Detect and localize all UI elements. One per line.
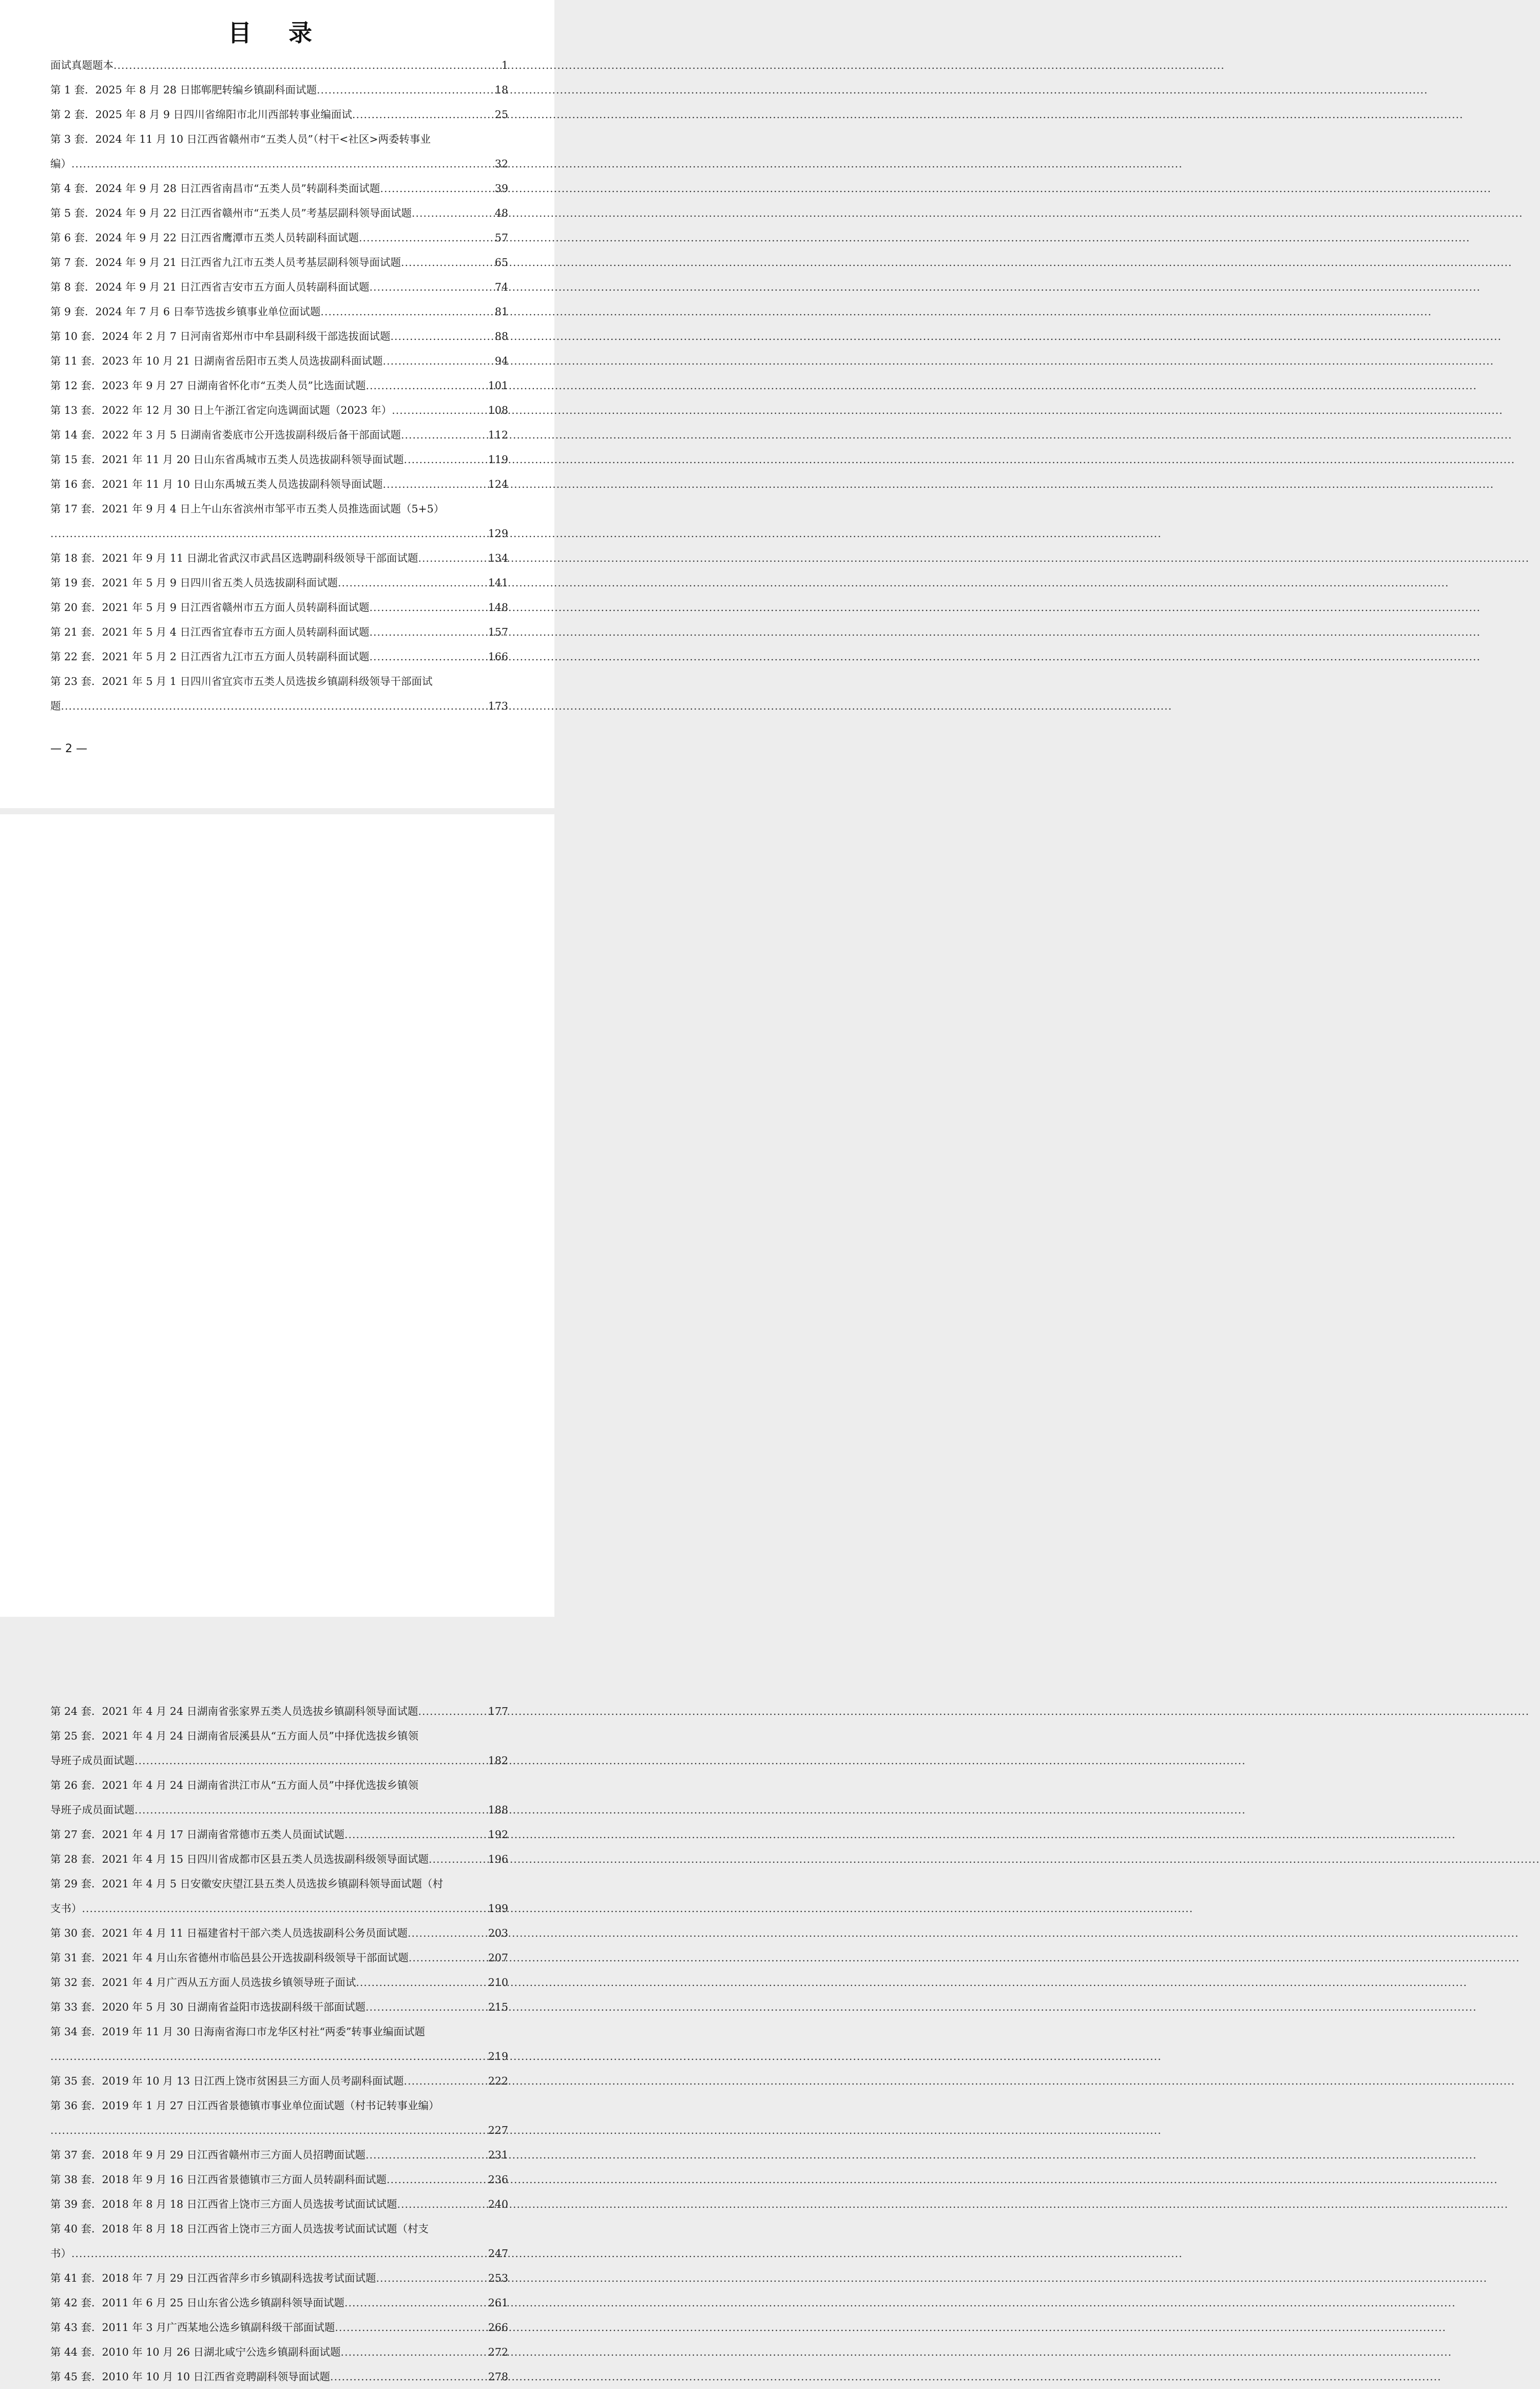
toc-entry-title: 第 27 套．2021 年 4 月 17 日湖南省常德市五类人员面试试题 [50,1828,344,1841]
toc-entry-title: 第 19 套．2021 年 5 月 9 日四川省五类人员选拔副科面试题 [50,577,338,589]
toc-page-number: 18 [494,84,508,96]
toc-entry-title: 第 8 套．2024 年 9 月 21 日江西省吉安市五方面人员转副科面试题 [50,281,370,293]
toc-page-number: 253 [488,2272,508,2284]
toc-leader-dots [387,2167,487,2192]
toc-entry-line [50,201,508,225]
toc-leader-dots [369,644,487,669]
toc-entry[interactable] [50,546,508,570]
toc-entry-line [50,151,508,176]
toc-leader-dots [134,1748,487,1773]
toc-entry[interactable] [50,1871,508,1921]
toc-leader-dots [404,447,487,472]
toc-entry-title: 第 11 套．2023 年 10 月 21 日湖南省岳阳市五类人员选拔副科面试题 [50,355,383,367]
toc-entry[interactable] [50,299,508,324]
toc-page-number: 157 [488,626,508,638]
toc-entry[interactable] [50,1699,508,1724]
toc-entry[interactable] [50,201,508,225]
toc-leader-dots [418,546,487,570]
toc-leader-dots [50,521,487,546]
toc-entry[interactable] [50,1847,508,1871]
toc-leader-dots [383,349,494,373]
toc-entry[interactable] [50,2093,508,2143]
toc-entry-line [50,78,508,102]
toc-entry-title: 第 33 套．2020 年 5 月 30 日湖南省益阳市选拔副科级干部面试题 [50,2001,365,2013]
toc-leader-dots [380,176,493,201]
toc-page-number: 215 [488,2001,508,2013]
toc-entry[interactable] [50,1945,508,1970]
toc-entry-title: 第 37 套．2018 年 9 月 29 日江西省赣州市三方面人员招聘面试题 [50,2149,365,2161]
toc-entry[interactable] [50,472,508,496]
toc-entry-line [50,398,508,423]
toc-page-number: 94 [494,355,508,367]
toc-leader-dots [71,2241,487,2266]
toc-entry-line [50,1921,508,1945]
toc-entry[interactable] [50,669,508,718]
toc-entry[interactable] [50,225,508,250]
toc-leader-dots [341,2340,487,2364]
toc-entry-title: 第 1 套．2025 年 8 月 28 日邯郸肥转编乡镇副科面试题 [50,84,317,96]
toc-entry-line [50,2340,508,2364]
toc-entry[interactable] [50,2290,508,2315]
toc-page-number: 32 [494,158,508,170]
toc-leader-dots [320,299,493,324]
toc-leader-dots [71,151,494,176]
toc-entry-title: 第 31 套．2021 年 4 月山东省德州市临邑县公开选拔副科级领导干部面试题 [50,1952,409,1964]
toc-entry[interactable] [50,78,508,102]
toc-leader-dots [50,2044,487,2069]
toc-entry-line [50,2143,508,2167]
toc-entry-line [50,225,508,250]
toc-entry-title: 第 28 套．2021 年 4 月 15 日四川省成都市区县五类人员选拔副科级领导面试题 [50,1853,429,1865]
toc-leader-dots [429,1847,487,1871]
toc-page-number: 48 [494,207,508,219]
toc-entry[interactable] [50,349,508,373]
toc-entry-title: 第 30 套．2021 年 4 月 11 日福建省村干部六类人员选拔副科公务员面试题 [50,1927,408,1939]
toc-page-number: 25 [494,108,508,121]
toc-page-number: 203 [488,1927,508,1939]
toc-entry[interactable] [50,2192,508,2216]
toc-leader-dots [317,78,494,102]
toc-entry-title: 第 22 套．2021 年 5 月 2 日江西省九江市五方面人员转副科面试题 [50,651,370,663]
toc-entry-title: 第 23 套．2021 年 5 月 1 日四川省宜宾市五类人员选拔乡镇副科级领导干部面试 [50,675,433,687]
toc-page-number: 141 [488,577,508,589]
toc-entry[interactable] [50,2069,508,2093]
toc-page-number: 222 [488,2075,508,2087]
toc-entry[interactable] [50,398,508,423]
toc-entry[interactable] [50,250,508,275]
toc-leader-dots [359,225,494,250]
toc-entry-line [50,2364,508,2389]
toc-entry[interactable] [50,2364,508,2389]
toc-page-number: 207 [488,1952,508,1964]
toc-entry-line [50,349,508,373]
toc-page-number: 278 [488,2371,508,2383]
toc-entry-line [50,176,508,201]
toc-entry[interactable] [50,324,508,349]
toc-entry[interactable] [50,2019,508,2069]
toc-leader-dots [50,2118,487,2143]
toc-page-number: 148 [488,601,508,614]
toc-entry-title-continuation: 书） [50,2247,71,2260]
toc-entry-title: 第 16 套．2021 年 11 月 10 日山东禹城五类人员选拔副科领导面试题 [50,478,383,490]
toc-entry-line [50,1748,508,1773]
toc-entry-line [50,2241,508,2266]
toc-page-number: 188 [488,1804,508,1816]
toc-page-number: 65 [494,256,508,269]
toc-entry-title: 第 25 套．2021 年 4 月 24 日湖南省辰溪县从“五方面人员”中择优选拔乡镇领 [50,1730,418,1742]
toc-leader-dots [418,1699,487,1724]
toc-entry[interactable] [50,176,508,201]
toc-entry-title: 第 9 套．2024 年 7 月 6 日奉节选拔乡镇事业单位面试题 [50,305,321,318]
toc-entry-line [50,2192,508,2216]
table-of-contents-part-1 [50,53,508,718]
toc-entry-line [50,2290,508,2315]
toc-entry-line [50,53,508,78]
toc-entry-title: 第 45 套．2010 年 10 月 10 日江西省竞聘副科领导面试题 [50,2371,331,2383]
toc-entry-line [50,644,508,669]
toc-entry[interactable] [50,2143,508,2167]
toc-entry-line [50,546,508,570]
toc-entry-line [50,2266,508,2290]
toc-page-number: 173 [488,700,508,712]
toc-entry-title: 第 20 套．2021 年 5 月 9 日江西省赣州市五方面人员转副科面试题 [50,601,370,614]
page-number-footer: — 2 — [50,742,87,755]
toc-leader-dots [134,1798,487,1822]
toc-leader-dots [61,694,487,718]
toc-page-number: 196 [488,1853,508,1865]
toc-entry-line [50,1699,508,1724]
toc-leader-dots [369,595,487,620]
toc-leader-dots [365,1995,487,2019]
toc-entry-title-continuation: 题 [50,700,61,712]
toc-leader-dots [401,423,487,447]
toc-leader-dots [376,2266,487,2290]
toc-page-number: 261 [488,2297,508,2309]
toc-entry-title: 第 14 套．2022 年 3 月 5 日湖南省娄底市公开选拔副科级后备干部面试题 [50,429,401,441]
toc-entry-line [50,1995,508,2019]
toc-page-number: 247 [488,2247,508,2260]
toc-leader-dots [365,373,487,398]
toc-entry-title: 第 35 套．2019 年 10 月 13 日江西上饶市贫困县三方面人员考副科面试题 [50,2075,404,2087]
toc-leader-dots [397,2192,487,2216]
toc-page-number: 108 [488,404,508,416]
toc-page-number: 182 [488,1754,508,1767]
toc-page-number: 272 [488,2346,508,2358]
toc-entry-line [50,373,508,398]
toc-entry-line [50,620,508,644]
toc-entry[interactable] [50,53,508,78]
toc-entry-title: 第 21 套．2021 年 5 月 4 日江西省宜春市五方面人员转副科面试题 [50,626,370,638]
toc-page-number: 192 [488,1828,508,1841]
toc-entry-line [50,694,508,718]
toc-entry-line [50,1847,508,1871]
toc-leader-dots [344,1822,487,1847]
toc-leader-dots [335,2315,487,2340]
toc-entry-title: 第 26 套．2021 年 4 月 24 日湖南省洪江市从“五方面人员”中择优选拔乡镇领 [50,1779,418,1791]
toc-leader-dots [369,275,493,299]
toc-entry-title: 第 4 套．2024 年 9 月 28 日江西省南昌市“五类人员”转副科类面试题 [50,182,380,195]
toc-entry[interactable] [50,595,508,620]
toc-entry-title: 第 40 套．2018 年 8 月 18 日江西省上饶市三方面人员选拔考试面试试题（村支 [50,2223,429,2235]
toc-entry-line [50,1970,508,1995]
toc-leader-dots [356,1970,487,1995]
toc-entry[interactable] [50,275,508,299]
document-page-1 [0,0,554,808]
toc-entry-line [50,299,508,324]
toc-page-number: 227 [488,2124,508,2136]
toc-leader-dots [412,201,494,225]
toc-entry-title: 第 38 套．2018 年 9 月 16 日江西省景德镇市三方面人员转副科面试题 [50,2173,387,2186]
toc-entry-line [50,2167,508,2192]
toc-entry-title: 第 2 套．2025 年 8 月 9 日四川省绵阳市北川西部转事业编面试 [50,108,352,121]
toc-entry-line [50,250,508,275]
toc-page-number: 101 [488,379,508,392]
toc-page-number: 129 [488,527,508,540]
toc-page-number: 240 [488,2198,508,2210]
toc-leader-dots [392,398,487,423]
toc-page-number: 134 [488,552,508,564]
toc-entry[interactable] [50,2167,508,2192]
toc-entry[interactable] [50,496,508,546]
toc-leader-dots [383,472,487,496]
toc-leader-dots [404,2069,487,2093]
toc-entry-line [50,2315,508,2340]
toc-entry-title-continuation: 导班子成员面试题 [50,1804,134,1816]
toc-leader-dots [408,1921,487,1945]
toc-entry[interactable] [50,2216,508,2266]
toc-page-number: 166 [488,651,508,663]
toc-leader-dots [369,620,487,644]
toc-page-number: 177 [488,1705,508,1717]
toc-page-number: 236 [488,2173,508,2186]
toc-entry-title: 第 18 套．2021 年 9 月 11 日湖北省武汉市武昌区选聘副科级领导干部面试题 [50,552,418,564]
toc-entry-line [50,2118,508,2143]
toc-entry-title: 第 13 套．2022 年 12 月 30 日上午浙江省定向选调面试题（2023 年） [50,404,392,416]
toc-page-number: 88 [494,330,508,342]
toc-entry-title: 第 12 套．2023 年 9 月 27 日湖南省怀化市“五类人员”比选面试题 [50,379,366,392]
toc-page-number: 81 [494,305,508,318]
toc-entry-title: 第 43 套．2011 年 3 月广西某地公选乡镇副科级干部面试题 [50,2321,335,2334]
toc-entry[interactable] [50,102,508,127]
toc-entry[interactable] [50,1724,508,1773]
toc-entry-line [50,521,508,546]
toc-entry-line [50,324,508,349]
toc-leader-dots [390,324,493,349]
toc-page-number: 231 [488,2149,508,2161]
toc-entry-line [50,595,508,620]
toc-entry-title: 第 34 套．2019 年 11 月 30 日海南省海口市龙华区村社“两委”转事业编面试题 [50,2025,426,2038]
toc-entry[interactable] [50,2315,508,2340]
toc-entry-line [50,570,508,595]
toc-page-number: 57 [494,232,508,244]
toc-page-number: 39 [494,182,508,195]
toc-entry-title: 第 41 套．2018 年 7 月 29 日江西省萍乡市乡镇副科选拔考试面试题 [50,2272,376,2284]
toc-entry-title: 面试真题题本 [50,59,113,71]
toc-page-number: 124 [488,478,508,490]
toc-entry-line [50,102,508,127]
toc-entry-title: 第 7 套．2024 年 9 月 21 日江西省九江市五类人员考基层副科领导面试题 [50,256,401,269]
toc-entry[interactable] [50,1970,508,1995]
toc-entry[interactable] [50,644,508,669]
toc-entry-title: 第 5 套．2024 年 9 月 22 日江西省赣州市“五类人员”考基层副科领导面试题 [50,207,412,219]
toc-entry-title-continuation: 导班子成员面试题 [50,1754,134,1767]
toc-entry-title: 第 44 套．2010 年 10 月 26 日湖北咸宁公选乡镇副科面试题 [50,2346,341,2358]
toc-leader-dots [338,570,487,595]
toc-entry-title: 第 32 套．2021 年 4 月广西从五方面人员选拔乡镇领导班子面试 [50,1976,356,1989]
toc-entry[interactable] [50,620,508,644]
toc-entry-line [50,472,508,496]
toc-entry-title: 第 15 套．2021 年 11 月 20 日山东省禹城市五类人员选拔副科领导面试题 [50,453,404,466]
toc-entry-line [50,447,508,472]
page-title: 目 录 [227,19,326,47]
table-of-contents-part-2 [50,1699,508,2389]
toc-leader-dots [344,2290,487,2315]
toc-entry-line [50,1798,508,1822]
toc-entry-title: 第 42 套．2011 年 6 月 25 日山东省公选乡镇副科领导面试题 [50,2297,344,2309]
toc-leader-dots [365,2143,487,2167]
toc-entry[interactable] [50,570,508,595]
toc-entry-line [50,2069,508,2093]
toc-entry[interactable] [50,2340,508,2364]
toc-entry-title: 第 3 套．2024 年 11 月 10 日江西省赣州市“五类人员”（村干<社区>两委转事业 [50,133,431,145]
toc-entry[interactable] [50,423,508,447]
toc-page-number: 112 [488,429,508,441]
toc-entry-line [50,423,508,447]
document-page-2 [0,814,554,2383]
toc-entry-title: 第 17 套．2021 年 9 月 4 日上午山东省滨州市邹平市五类人员推选面试题（5+5） [50,503,445,515]
toc-entry-title: 第 10 套．2024 年 2 月 7 日河南省郑州市中牟县副科级干部选拔面试题 [50,330,391,342]
toc-entry[interactable] [50,1773,508,1822]
toc-entry[interactable] [50,373,508,398]
toc-entry[interactable] [50,127,508,176]
toc-entry-line [50,2044,508,2069]
toc-page-number: 210 [488,1976,508,1989]
toc-entry-title: 第 6 套．2024 年 9 月 22 日江西省鹰潭市五类人员转副科面试题 [50,232,359,244]
toc-entry-title: 第 39 套．2018 年 8 月 18 日江西省上饶市三方面人员选拔考试面试试题 [50,2198,397,2210]
toc-entry[interactable] [50,447,508,472]
toc-leader-dots [82,1896,487,1921]
toc-entry[interactable] [50,1995,508,2019]
toc-entry-line [50,1822,508,1847]
toc-leader-dots [401,250,494,275]
toc-entry[interactable] [50,2266,508,2290]
toc-entry-title: 第 36 套．2019 年 1 月 27 日江西省景德镇市事业单位面试题（村书记转事业编） [50,2099,439,2112]
toc-entry[interactable] [50,1921,508,1945]
toc-leader-dots [113,53,500,78]
toc-entry-title: 第 29 套．2021 年 4 月 5 日安徽安庆望江县五类人员选拔乡镇副科领导面试题（村 [50,1878,443,1890]
toc-entry[interactable] [50,1822,508,1847]
toc-page-number: 219 [488,2050,508,2062]
toc-entry-title: 第 24 套．2021 年 4 月 24 日湖南省张家界五类人员选拔乡镇副科领导面试题 [50,1705,418,1717]
toc-entry-line [50,275,508,299]
toc-entry-title-continuation: 编） [50,158,71,170]
toc-leader-dots [330,2364,487,2389]
toc-leader-dots [409,1945,487,1970]
toc-page-number: 1 [501,59,508,71]
toc-entry-title-continuation: 支书） [50,1902,82,1915]
toc-leader-dots [352,102,494,127]
toc-page-number: 74 [494,281,508,293]
toc-entry-line [50,1896,508,1921]
toc-page-number: 266 [488,2321,508,2334]
toc-page-number: 199 [488,1902,508,1915]
toc-entry-line [50,1945,508,1970]
toc-page-number: 119 [488,453,508,466]
